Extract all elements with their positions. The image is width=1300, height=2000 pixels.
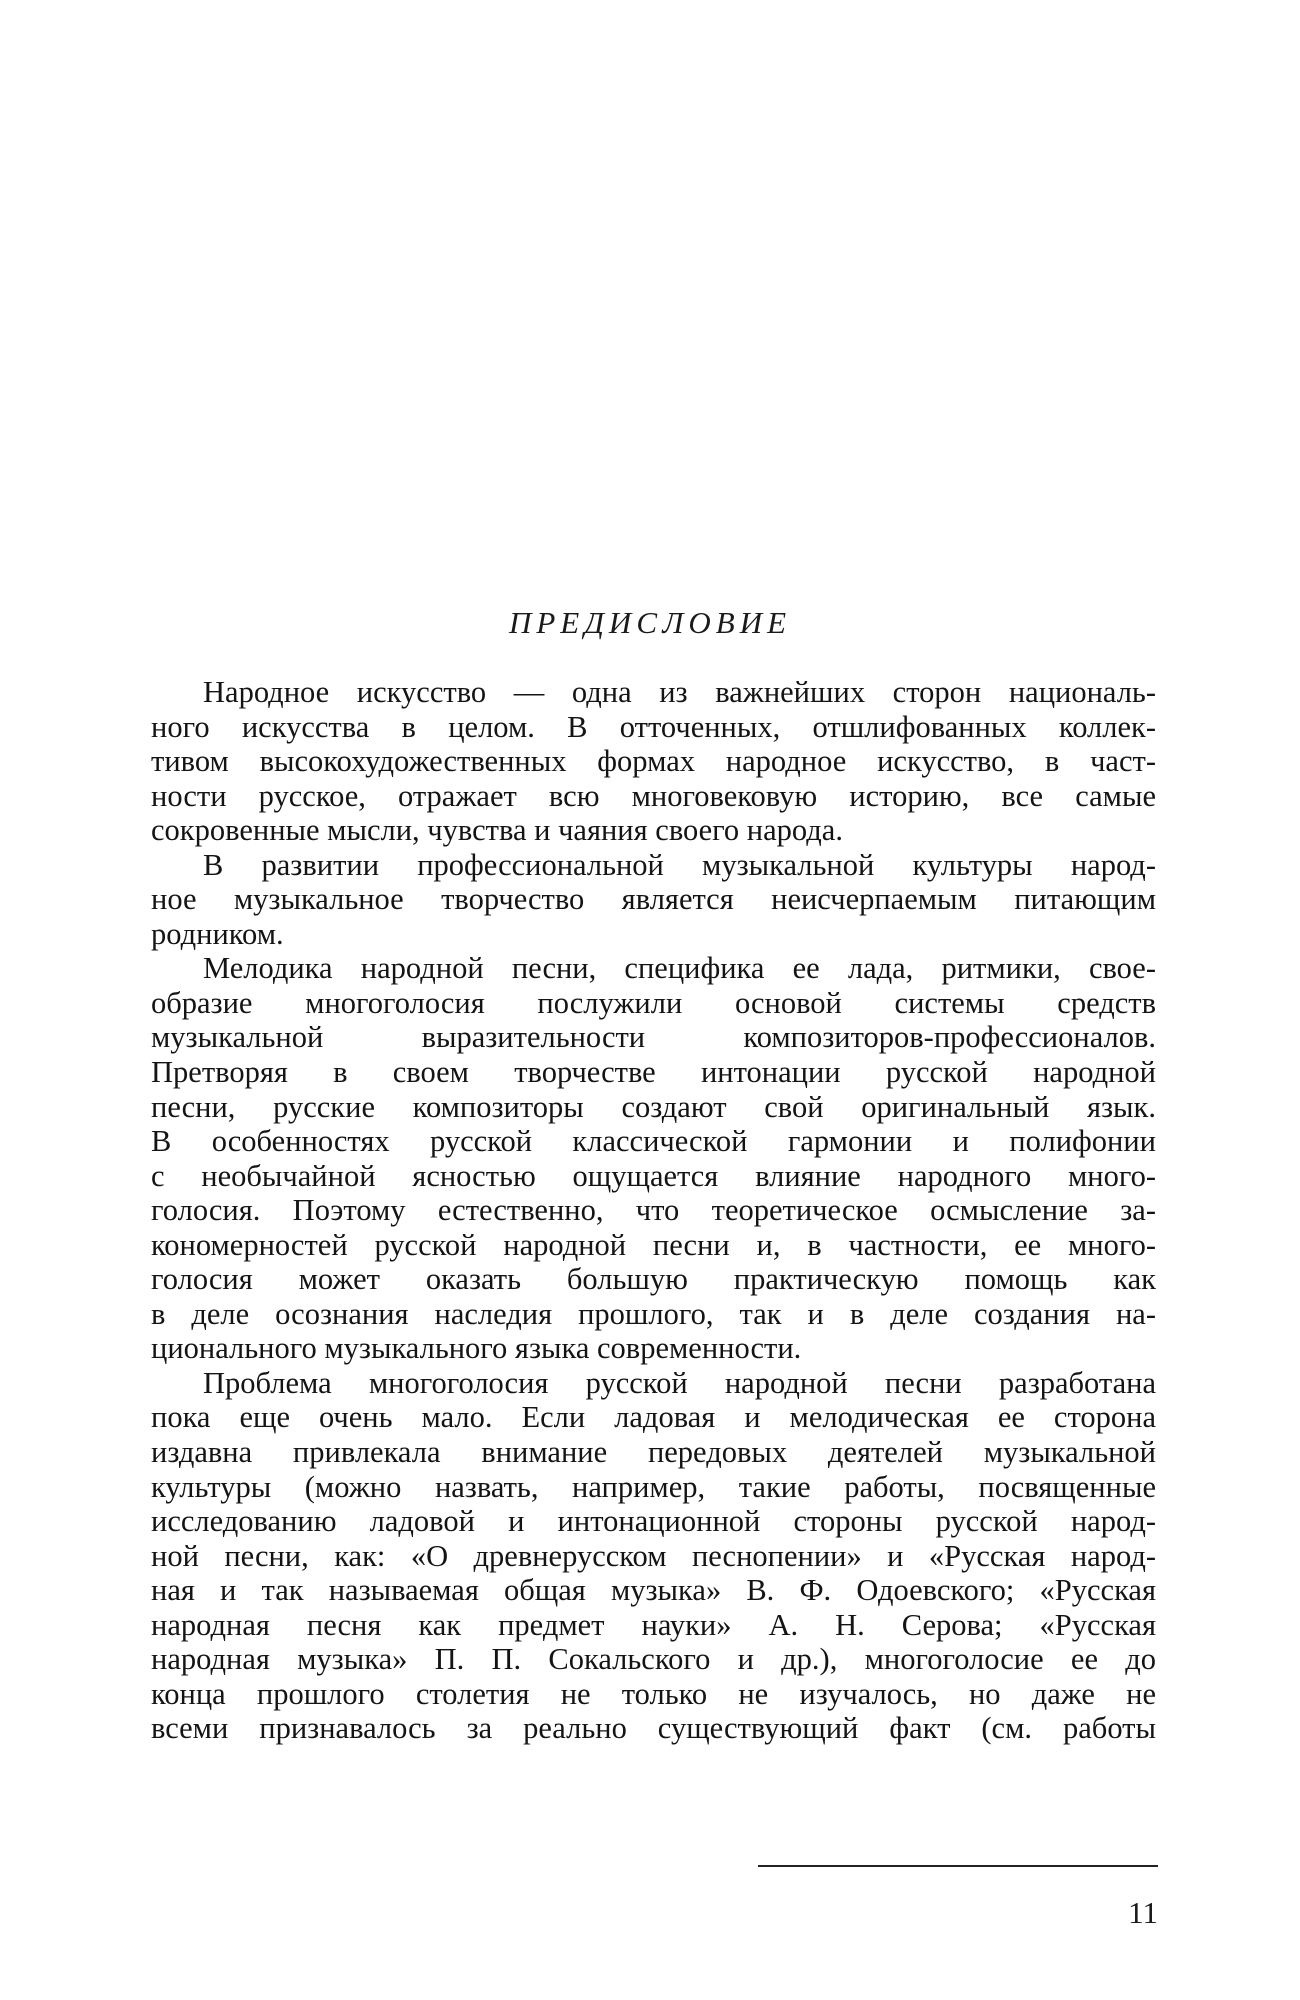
text-line: В особенностях русской классической гармонии и полифонии	[151, 1124, 1156, 1159]
text-line: голосия может оказать большую практическую помощь как	[151, 1262, 1156, 1297]
text-line: кономерностей русской народной песни и, в частности, ее много-	[151, 1227, 1156, 1262]
body-text	[151, 675, 1156, 1746]
text-line: исследованию ладовой и интонационной стороны русской народ-	[151, 1504, 1156, 1539]
text-line: Претворяя в своем творчестве интонации русской народной	[151, 1055, 1156, 1090]
text-line: Народное искусство — одна из важнейших сторон националь-	[203, 675, 1156, 709]
text-line: родником.	[151, 916, 284, 951]
text-line: ности русское, отражает всю многовековую историю, все самые	[151, 778, 1156, 813]
text-line: сокровенные мысли, чувства и чаяния своего народа.	[151, 813, 843, 848]
text-line: всеми признавалось за реально существующий факт (см. работы	[151, 1711, 1156, 1746]
text-line: народная музыка» П. П. Сокальского и др.), многоголосие ее до	[151, 1642, 1156, 1677]
text-line: ного искусства в целом. В отточенных, отшлифованных коллек-	[151, 709, 1156, 744]
text-line: издавна привлекала внимание передовых деятелей музыкальной	[151, 1435, 1156, 1470]
chapter-heading: ПРЕДИСЛОВИЕ	[508, 605, 792, 640]
text-line: пока еще очень мало. Если ладовая и мелодическая ее сторона	[151, 1400, 1156, 1435]
text-line: ционального музыкального языка современности.	[151, 1331, 802, 1366]
text-line: с необычайной ясностью ощущается влияние народного много-	[151, 1158, 1156, 1193]
text-line: образие многоголосия послужили основой системы средств	[151, 985, 1156, 1020]
page-number: 11	[1128, 1895, 1158, 1930]
text-line: ной песни, как: «О древнерусском песнопении» и «Русская народ-	[151, 1538, 1156, 1573]
text-line: ное музыкальное творчество является неисчерпаемым питающим	[151, 882, 1156, 917]
text-line: тивом высокохудожественных формах народное искусство, в част-	[151, 744, 1156, 779]
text-line: В развитии профессиональной музыкальной культуры народ-	[203, 847, 1156, 882]
text-line: конца прошлого столетия не только не изучалось, но даже не	[151, 1676, 1156, 1711]
footer-rule	[758, 1865, 1158, 1867]
text-line: песни, русские композиторы создают свой оригинальный язык.	[151, 1089, 1156, 1124]
text-line: народная песня как предмет науки» А. Н. Серова; «Русская	[151, 1607, 1156, 1642]
text-line: культуры (можно назвать, например, такие работы, посвященные	[151, 1469, 1156, 1504]
text-line: ная и так называемая общая музыка» В. Ф. Одоевского; «Русская	[151, 1573, 1156, 1608]
text-line: Мелодика народной песни, специфика ее лада, ритмики, свое-	[203, 951, 1156, 986]
text-line: голосия. Поэтому естественно, что теоретическое осмысление за-	[151, 1193, 1156, 1228]
text-line: в деле осознания наследия прошлого, так и в деле создания на-	[151, 1296, 1156, 1331]
text-line: Проблема многоголосия русской народной песни разработана	[203, 1365, 1156, 1400]
text-line: музыкальной выразительности композиторов-профессионалов.	[151, 1020, 1156, 1055]
